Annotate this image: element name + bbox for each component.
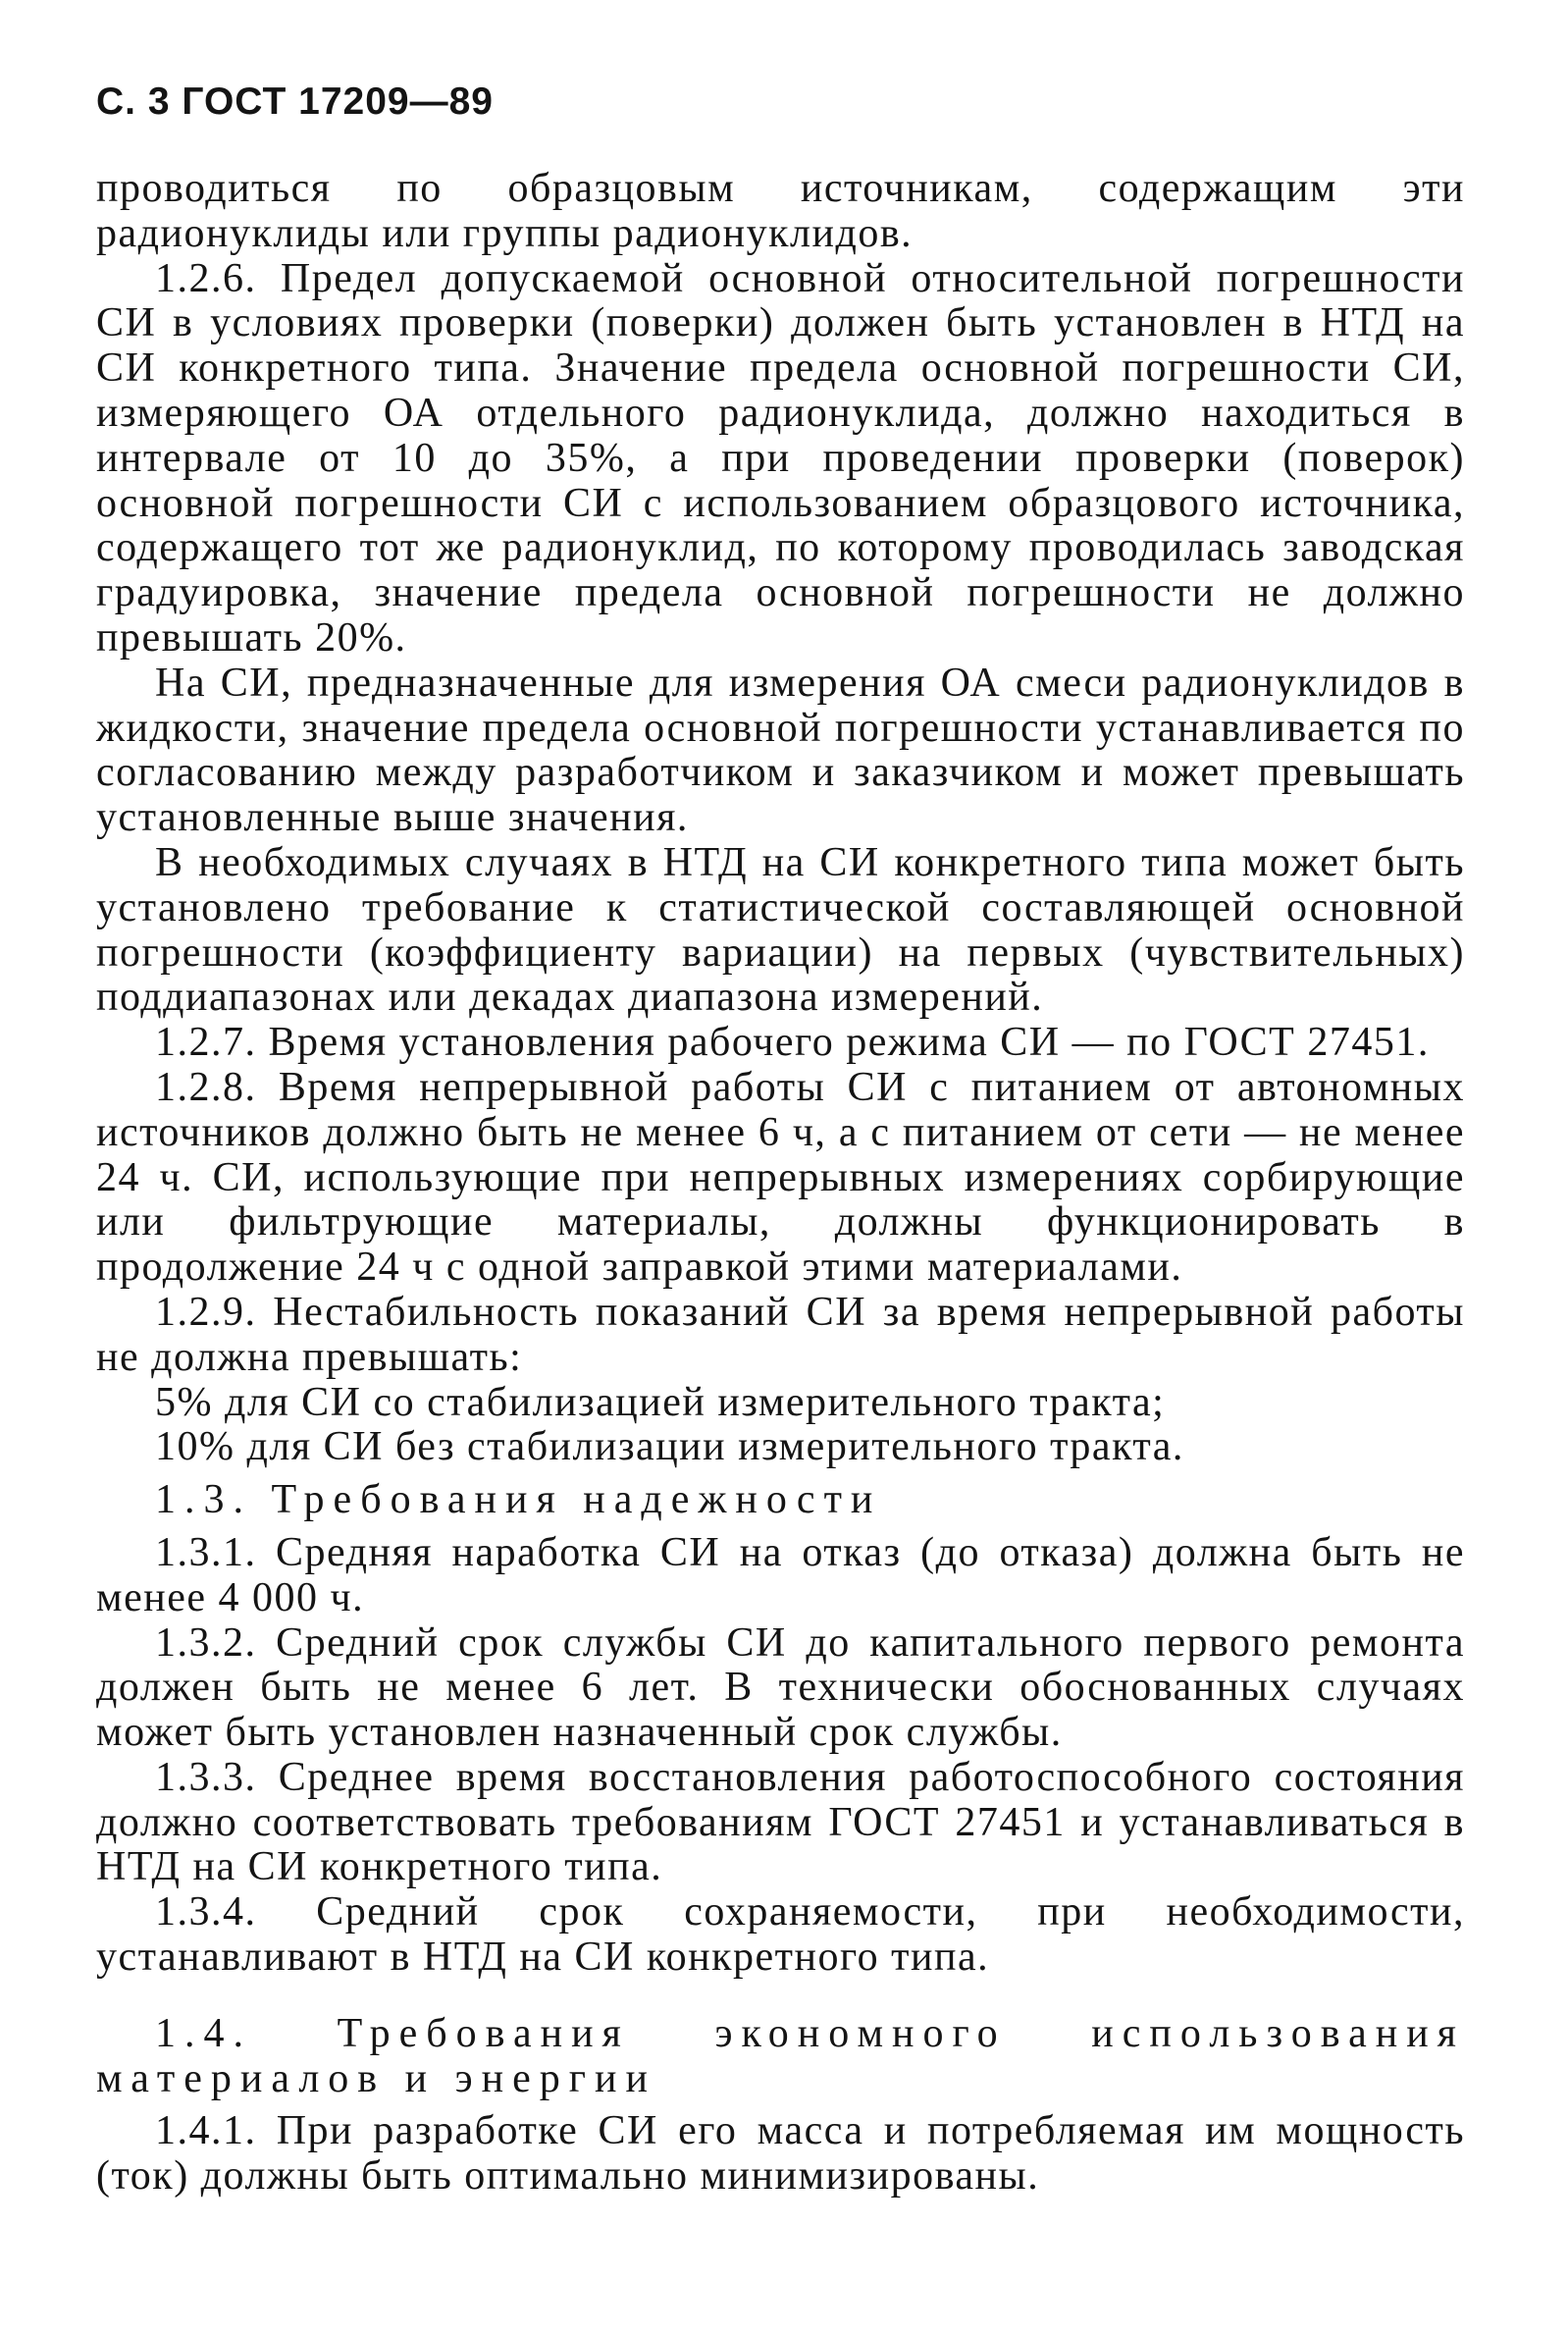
clause-1-3-1: 1.3.1. Средняя наработка СИ на отказ (до отказа) должна быть не менее 4 000 ч. xyxy=(96,1529,1465,1620)
clause-1-3-3: 1.3.3. Среднее время восстановления работоспособного состояния должно соответствовать требованиям ГОСТ 27451 и устанавливаться в НТД на СИ конкретного типа. xyxy=(96,1754,1465,1890)
clause-1-3-2: 1.3.2. Средний срок службы СИ до капитального первого ремонта должен быть не менее 6 лет. В технически обоснованных случаях может быть установлен назначенный срок службы. xyxy=(96,1619,1465,1756)
section-heading-reliability: 1.3. Требования надежности xyxy=(155,1477,882,1523)
clause-1-2-8: 1.2.8. Время непрерывной работы СИ с питанием от автономных источников должно быть не менее 6 ч, а с питанием от сети — не менее 24 ч. СИ, использующие при непрерывных измерениях сорбирующие или фильтрующие материалы, должны функционировать в продолжение 24 ч с одной заправкой этими материалами. xyxy=(96,1064,1465,1291)
clause-1-2-9: 1.2.9. Нестабильность показаний СИ за время непрерывной работы не должна превышать: xyxy=(96,1289,1465,1380)
list-item-unstabilized: 10% для СИ без стабилизации измерительного тракта. xyxy=(155,1424,1184,1470)
clause-1-2-6: 1.2.6. Предел допускаемой основной относительной погрешности СИ в условиях проверки (поверки) должен быть установлен в НТД на СИ конкретного типа. Значение предела основной погрешности СИ, измеряющего ОА отдельного радионуклида, должно находиться в интервале от 10 до 35%, а при проведении проверки (поверок) основной погрешности СИ с использованием образцового источника, содержащего тот же радионуклид, по которому проводилась заводская градуировка, значение предела основной погрешности не должно превышать 20%. xyxy=(96,255,1465,661)
paragraph-statistical-note: В необходимых случаях в НТД на СИ конкретного типа может быть установлено требование к статистической составляющей основной погрешности (коэффициенту вариации) на первых (чувствительных) поддиапазонах или декадах диапазона измерений. xyxy=(96,839,1465,1021)
section-heading-economy: 1.4. Требования экономного использования материалов и энергии xyxy=(96,2010,1465,2101)
list-item-stabilized: 5% для СИ со стабилизацией измерительного тракта; xyxy=(155,1379,1166,1425)
paragraph-mixture-note: На СИ, предназначенные для измерения ОА смеси радионуклидов в жидкости, значение предела основной погрешности устанавливается по согласованию между разработчиком и заказчиком и может превышать установленные выше значения. xyxy=(96,660,1465,841)
page-header: С. 3 ГОСТ 17209—89 xyxy=(96,80,494,123)
clause-1-4-1: 1.4.1. При разработке СИ его масса и потребляемая им мощность (ток) должны быть оптимально минимизированы. xyxy=(96,2108,1465,2200)
clause-1-3-4: 1.3.4. Средний срок сохраняемости, при необходимости, устанавливают в НТД на СИ конкретного типа. xyxy=(96,1889,1465,1981)
clause-1-2-7: 1.2.7. Время установления рабочего режима СИ — по ГОСТ 27451. xyxy=(155,1020,1430,1066)
paragraph-continuation: проводиться по образцовым источникам, содержащим эти радионуклиды или группы радионуклидов. xyxy=(96,166,1465,256)
document-body xyxy=(96,167,1465,2200)
